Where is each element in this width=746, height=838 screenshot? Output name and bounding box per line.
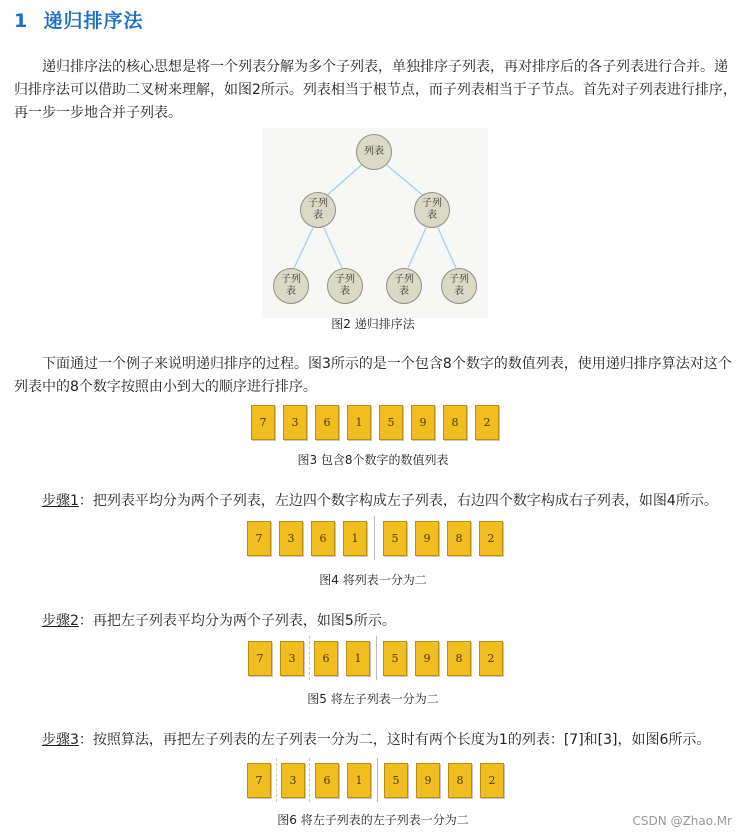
number-box: 8 — [447, 521, 471, 556]
figure6-caption: 图6 将左子列表的左子列表一分为二 — [277, 813, 469, 827]
step2-body: ：再把左子列表平均分为两个子列表，如图5所示。 — [78, 613, 396, 629]
intro-line-3: 序，再一步一步地合并子列表。 — [14, 82, 737, 121]
step1-label: 步骤1 — [42, 493, 79, 509]
number-box: 3 — [281, 763, 305, 798]
split-divider-dotted — [276, 758, 277, 802]
section-heading — [14, 6, 143, 33]
number-box: 6 — [315, 405, 339, 440]
figure6-number-list — [0, 763, 746, 799]
number-box: 2 — [480, 763, 504, 798]
number-box: 8 — [443, 405, 467, 440]
step1-text — [42, 491, 718, 511]
number-box: 1 — [343, 521, 367, 556]
intro-line-1: 递归排序法的核心思想是将一个列表分解为多个子列表，单独排序子列表，再对排序后的各子列表进行合并。递 — [42, 59, 728, 75]
number-box: 8 — [447, 641, 471, 676]
tree-leaf-node: 子列 表 — [273, 268, 309, 304]
number-box: 2 — [479, 641, 503, 676]
figure4-caption: 图4 将列表一分为二 — [319, 573, 427, 587]
tree-leaf-node: 子列 表 — [386, 268, 422, 304]
step1-body: ：把列表平均分为两个子列表，左边四个数字构成左子列表，右边四个数字构成右子列表，如图4所示。 — [78, 493, 718, 509]
intro-line-2: 归排序法可以借助二叉树来理解，如图2所示。列表相当于根节点，而子列表相当于子节点。首先对子列表进行排 — [14, 82, 709, 98]
number-box: 7 — [248, 641, 272, 676]
number-box: 3 — [283, 405, 307, 440]
number-box: 5 — [384, 763, 408, 798]
step2-label: 步骤2 — [42, 613, 79, 629]
figure3-caption: 图3 包含8个数字的数值列表 — [297, 453, 449, 467]
number-box: 6 — [314, 641, 338, 676]
example-line-2: 列表中的8个数字按照由小到大的顺序进行排序。 — [14, 379, 317, 395]
step2-text — [42, 611, 396, 631]
number-box: 6 — [311, 521, 335, 556]
figure4-number-list — [0, 521, 746, 557]
number-box: 9 — [415, 521, 439, 556]
number-box: 1 — [347, 405, 371, 440]
figure5-caption: 图5 将左子列表一分为二 — [307, 692, 439, 706]
binary-tree-figure — [262, 128, 488, 318]
number-box: 5 — [383, 641, 407, 676]
number-box: 6 — [315, 763, 339, 798]
number-box: 7 — [247, 521, 271, 556]
number-box: 3 — [280, 641, 304, 676]
number-box: 5 — [379, 405, 403, 440]
split-divider — [376, 636, 377, 680]
section-title: 递归排序法 — [43, 10, 144, 32]
figure2-caption: 图2 递归排序法 — [331, 317, 415, 331]
split-divider — [374, 516, 375, 560]
number-box: 9 — [415, 641, 439, 676]
number-box: 7 — [251, 405, 275, 440]
number-box: 3 — [279, 521, 303, 556]
split-divider-dotted — [309, 636, 310, 680]
split-divider-dotted — [309, 758, 310, 802]
number-box: 2 — [475, 405, 499, 440]
intro-paragraph — [14, 56, 740, 125]
tree-leaf-node: 子列 表 — [327, 268, 363, 304]
number-box: 2 — [479, 521, 503, 556]
watermark: CSDN @Zhao.Mr — [632, 814, 732, 828]
number-box: 7 — [247, 763, 271, 798]
number-box: 1 — [346, 641, 370, 676]
tree-child-node: 子列 表 — [300, 192, 336, 228]
number-box: 1 — [347, 763, 371, 798]
tree-child-node: 子列 表 — [414, 192, 450, 228]
split-divider — [377, 758, 378, 802]
figure5-number-list — [0, 641, 746, 677]
step3-body: ：按照算法，再把左子列表的左子列表一分为二，这时有两个长度为1的列表：[7]和[3]，如图6所示。 — [78, 732, 711, 748]
figure3-number-list — [0, 405, 746, 441]
section-number: 1 — [14, 10, 29, 32]
step3-text — [42, 730, 710, 750]
number-box: 9 — [411, 405, 435, 440]
number-box: 5 — [383, 521, 407, 556]
example-paragraph — [14, 353, 740, 399]
step3-label: 步骤3 — [42, 732, 79, 748]
tree-leaf-node: 子列 表 — [441, 268, 477, 304]
number-box: 8 — [448, 763, 472, 798]
tree-root-node: 列表 — [356, 134, 392, 170]
number-box: 9 — [416, 763, 440, 798]
example-line-1: 下面通过一个例子来说明递归排序的过程。图3所示的是一个包含8个数字的数值列表，使用递归排序算法对这个 — [42, 356, 732, 372]
